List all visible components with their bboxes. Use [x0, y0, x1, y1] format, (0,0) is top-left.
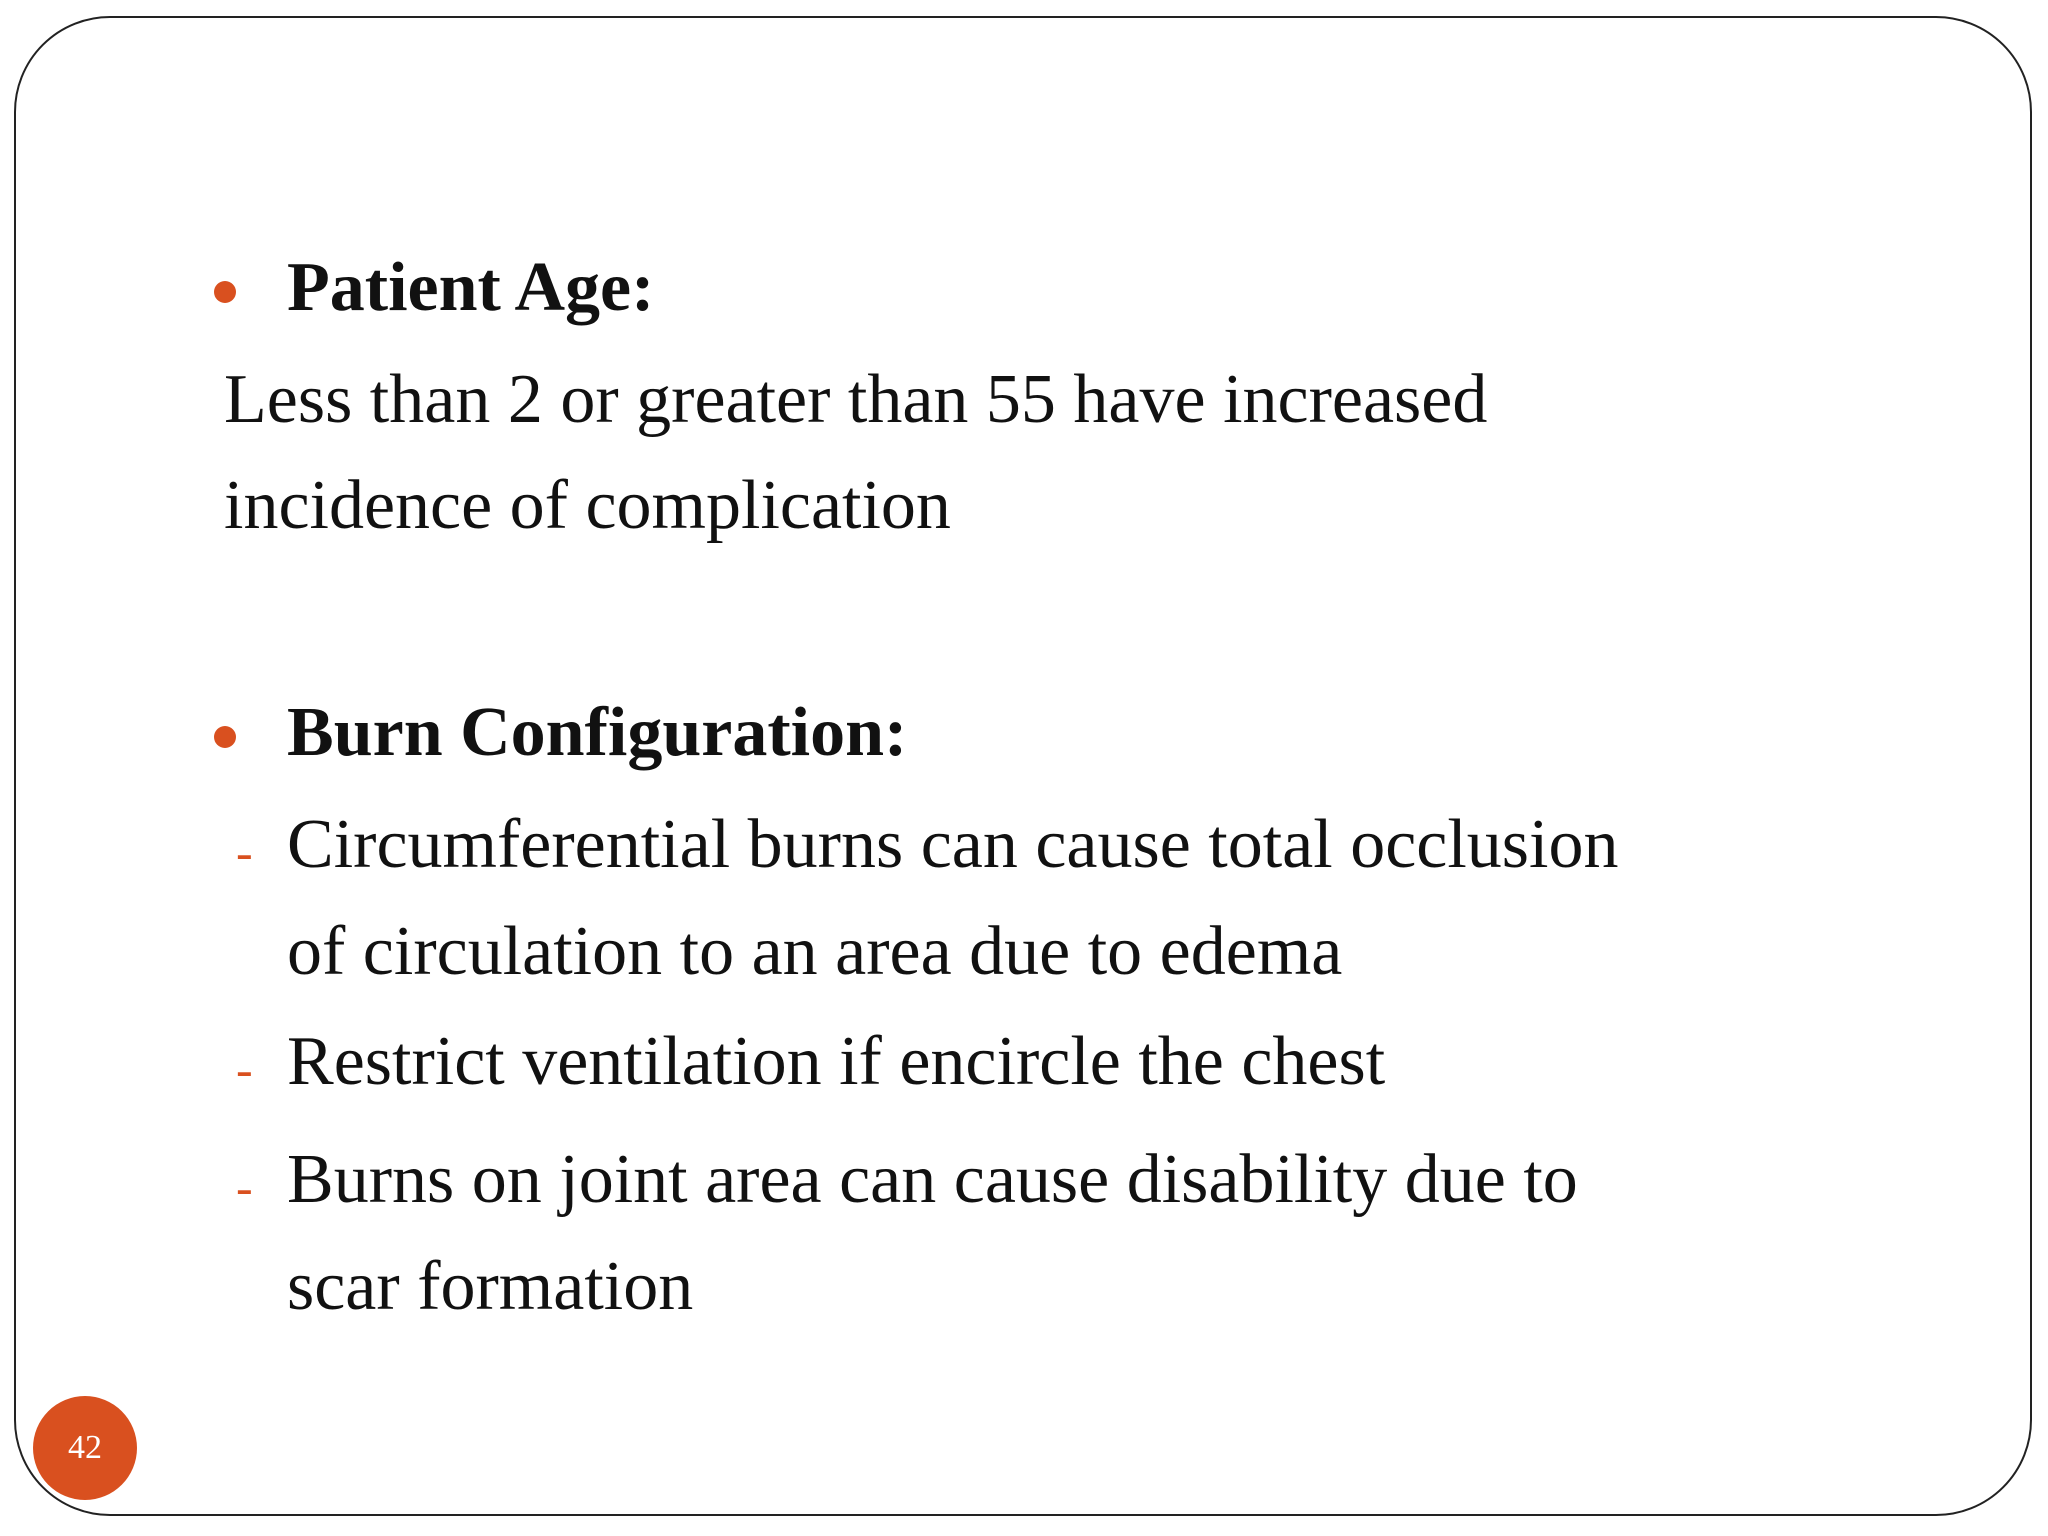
sub-item-line: of circulation to an area due to edema [287, 913, 1343, 990]
page-number-badge [33, 1396, 137, 1500]
dash-marker: - [236, 1159, 253, 1215]
body-line: incidence of complication [224, 467, 951, 544]
dash-marker: - [236, 1041, 253, 1097]
dash-marker: - [236, 824, 253, 880]
bullet-icon [214, 726, 236, 748]
sub-item-line: Circumferential burns can cause total occlusion [287, 806, 1619, 883]
page-number: 42 [68, 1429, 102, 1466]
sub-item-line: scar formation [287, 1248, 694, 1325]
body-line: Less than 2 or greater than 55 have increased [224, 361, 1488, 438]
bullet-icon [214, 281, 236, 303]
sub-item-line: Restrict ventilation if encircle the chest [287, 1023, 1386, 1100]
section-heading-patient-age: Patient Age: [287, 249, 655, 326]
section-heading-burn-configuration: Burn Configuration: [287, 694, 908, 771]
sub-item-line: Burns on joint area can cause disability due to [287, 1141, 1578, 1218]
